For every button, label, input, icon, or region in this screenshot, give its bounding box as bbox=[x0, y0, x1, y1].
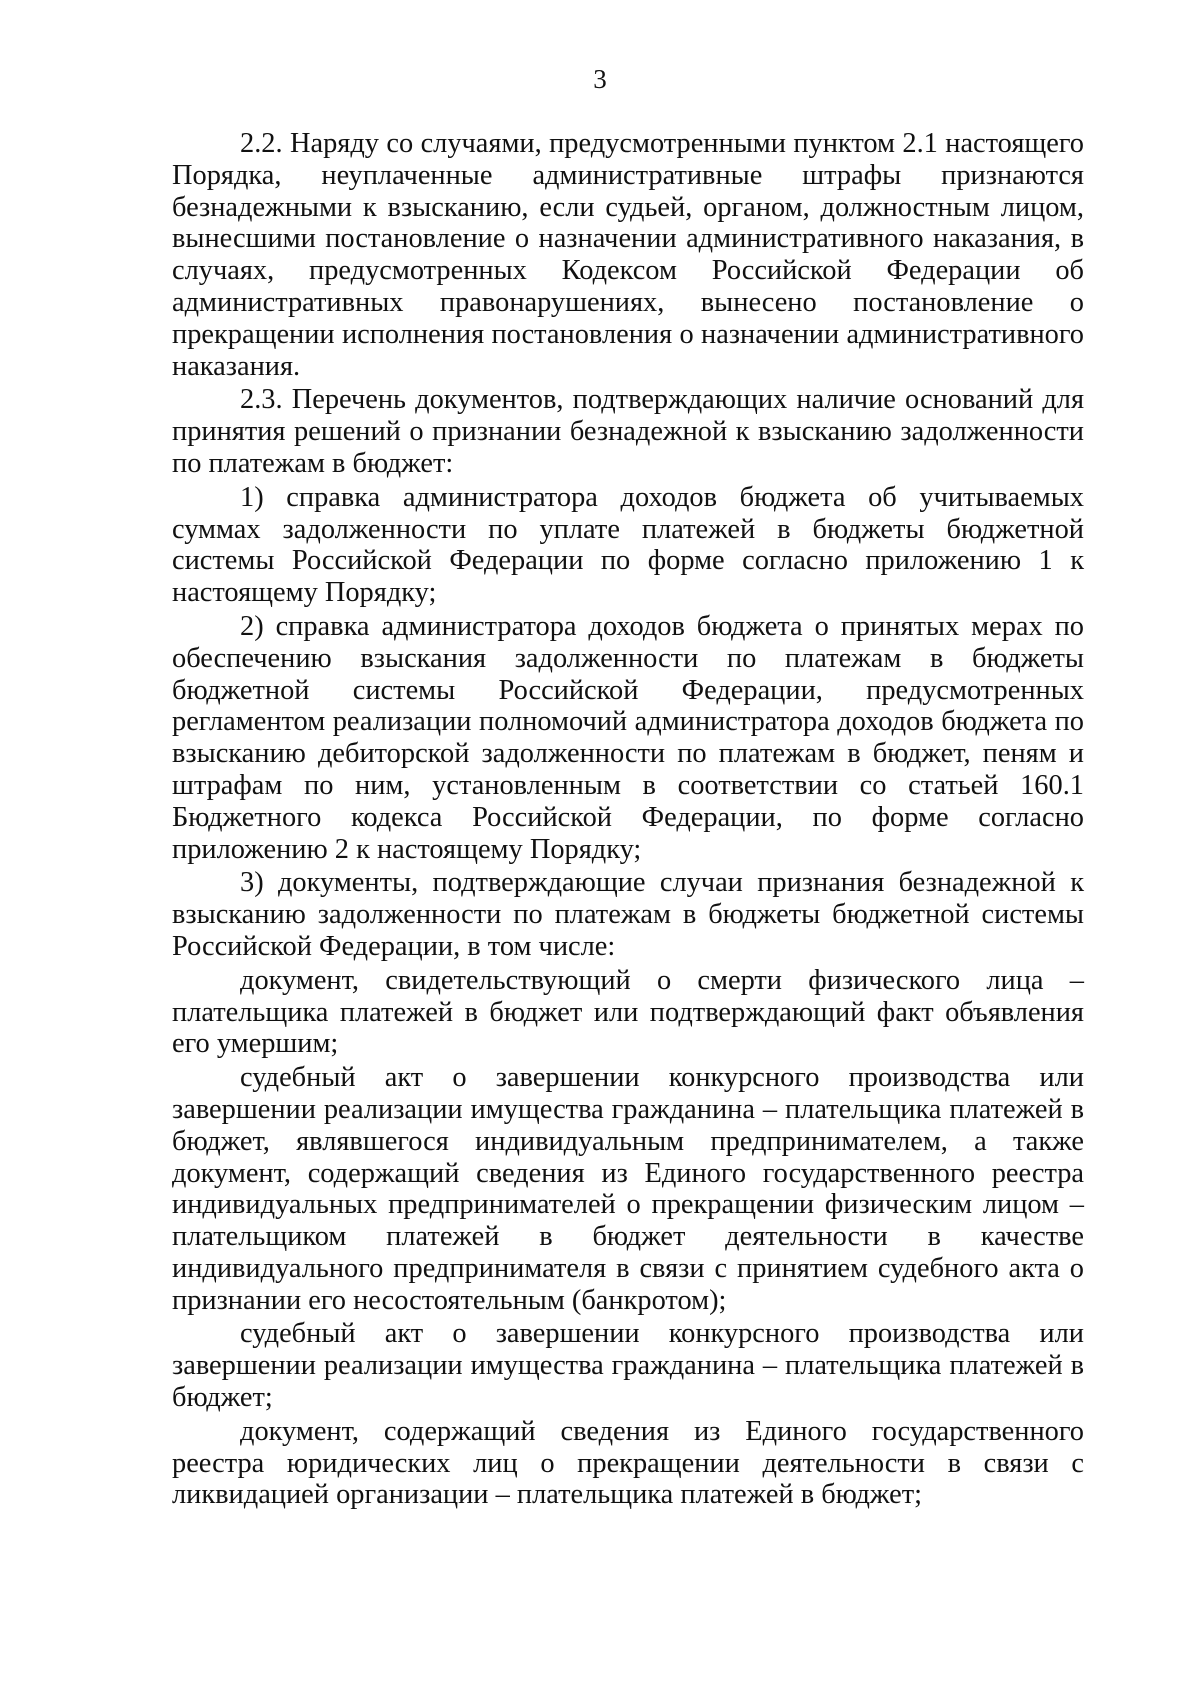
list-item-3: 3) документы, подтверждающие случаи признания безнадежной к взысканию задолженности по платежам в бюджеты бюджетной системы Российской Федерации, в том числе: bbox=[172, 867, 1084, 962]
sub-item-death-document: документ, свидетельствующий о смерти физического лица – плательщика платежей в бюджет или подтверждающий факт объявления его умершим; bbox=[172, 964, 1084, 1060]
document-body bbox=[172, 128, 1084, 1513]
list-item-2: 2) справка администратора доходов бюджета о принятых мерах по обеспечению взыскания задолженности по платежам в бюджеты бюджетной системы Российской Федерации, предусмотренных регламентом реализации полномочий администратора доходов бюджета по взысканию дебиторской задолженности по платежам в бюджет, пеням и штрафам по ним, установленным в соответствии со статьей 160.1 Бюджетного кодекса Российской Федерации, по форме согласно приложению 2 к настоящему Порядку; bbox=[172, 610, 1084, 865]
sub-item-bankruptcy-entrepreneur: судебный акт о завершении конкурсного производства или завершении реализации имущества гражданина – плательщика платежей в бюджет, являвшегося индивидуальным предпринимателем, а также документ, содержащий сведения из Единого государственного реестра индивидуальных предпринимателей о прекращении физическим лицом – плательщиком платежей в бюджет деятельности в качестве индивидуального предпринимателя в связи с принятием судебного акта о признании его несостоятельным (банкротом); bbox=[172, 1062, 1084, 1316]
sub-item-bankruptcy-citizen: судебный акт о завершении конкурсного производства или завершении реализации имущества гражданина – плательщика платежей в бюджет; bbox=[172, 1318, 1084, 1414]
page-number: 3 bbox=[593, 64, 607, 94]
paragraph-2-3: 2.3. Перечень документов, подтверждающих наличие оснований для принятия решений о признании безнадежной к взысканию задолженности по платежам в бюджет: bbox=[172, 384, 1084, 479]
sub-item-liquidation: документ, содержащий сведения из Единого государственного реестра юридических лиц о прекращении деятельности в связи с ликвидацией организации – плательщика платежей в бюджет; bbox=[172, 1415, 1084, 1511]
list-item-1: 1) справка администратора доходов бюджета об учитываемых суммах задолженности по уплате платежей в бюджеты бюджетной системы Российской Федерации по форме согласно приложению 1 к настоящему Порядку; bbox=[172, 481, 1084, 609]
paragraph-2-2: 2.2. Наряду со случаями, предусмотренными пунктом 2.1 настоящего Порядка, неуплаченные административные штрафы признаются безнадежными к взысканию, если судьей, органом, должностным лицом, вынесшими постановление о назначении административного наказания, в случаях, предусмотренных Кодексом Российской Федерации об административных правонарушениях, вынесено постановление о прекращении исполнения постановления о назначении административного наказания. bbox=[172, 128, 1084, 382]
